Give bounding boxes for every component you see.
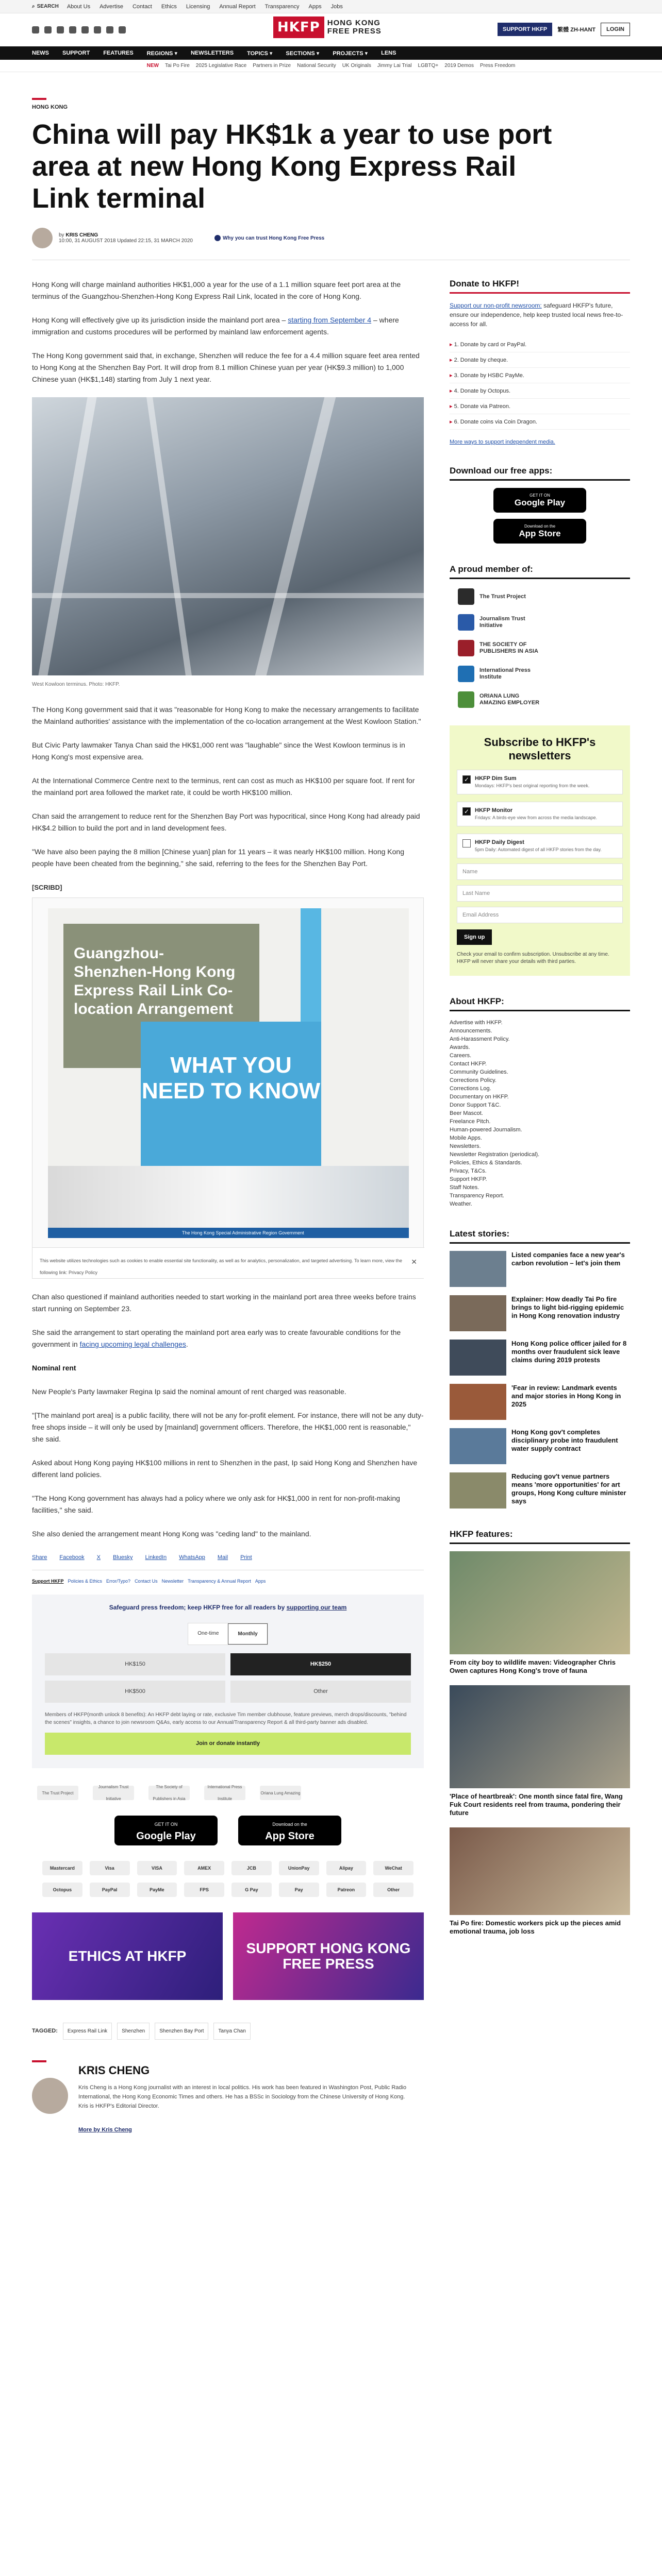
policy-link[interactable]: Apps [255,1579,266,1584]
about-link[interactable]: Announcements. [450,1028,492,1034]
payment-logo: WeChat [373,1861,413,1875]
member-item[interactable] [458,614,630,631]
login-button[interactable]: LOGIN [601,23,630,36]
about-link[interactable]: Awards. [450,1044,470,1050]
story-thumbnail [450,1472,506,1509]
app-store-row [32,1816,424,1845]
masthead [0,13,662,46]
nav-item[interactable]: TOPICS ▾ [247,50,273,57]
member-logo[interactable]: Oriana Lung Amazing [260,1786,301,1800]
story-thumbnail [450,1384,506,1420]
article-dates: 10:00, 31 AUGUST 2018 Updated 22:15, 31 MARCH 2020 [59,238,193,244]
store-name: Google Play [514,497,566,507]
photo-detail [32,593,424,598]
story-item[interactable] [450,1251,630,1287]
trending-bar [0,60,662,72]
store-name: App Store [265,1831,315,1842]
sidebar [450,279,630,1946]
trending-item[interactable]: Press Freedom [479,63,516,69]
about-link[interactable]: Careers. [450,1053,472,1059]
tab-one-time[interactable]: One-time [197,1631,219,1636]
logo-text-line: HONG KONG [327,19,380,27]
tag-link[interactable]: Shenzhen [117,2023,150,2040]
share-link[interactable]: WhatsApp [179,1554,205,1561]
newsletter-option-text [475,839,602,853]
newsletter-desc: Fridays: A birds-eye view from across the media landscape. [475,815,598,820]
about-link[interactable]: Anti-Harassment Policy. [450,1036,510,1042]
payment-logo: PayMe [137,1883,177,1897]
app-store-button[interactable] [238,1816,341,1845]
newsletter-name: HKFP Daily Digest [475,839,524,845]
join-button[interactable]: Join or donate instantly [45,1733,411,1755]
byline-text [59,232,193,244]
support-link[interactable]: Support HKFP [32,1579,64,1584]
sopa-icon [458,640,474,656]
more-by-author-link[interactable]: More by Kris Cheng [78,2127,132,2133]
trending-item[interactable]: 2025 Legislative Race [195,63,247,69]
paragraph: At the International Commerce Centre next to the terminus, rent can cost as much as HK$100 per square foot. If rent for the mainland port area followed the market rate, it could be worth HK$100 million. [32,776,415,796]
more-ways-link[interactable]: More ways to support independent media. [450,439,555,445]
feature-title[interactable]: 'Place of heartbreak': One month since fatal fire, Wang Fuk Court residents reel from trauma, pondering their future [450,1792,623,1817]
promo-banners [32,1912,424,2000]
tab-monthly[interactable]: Monthly [228,1623,267,1645]
checkbox-checked[interactable]: ✓ [462,807,471,816]
document-slide [48,908,409,1238]
policy-link[interactable]: Transparency & Annual Report [188,1579,251,1584]
sidebar-heading: Download our free apps: [450,466,630,481]
policy-link[interactable]: Newsletter [161,1579,184,1584]
author-avatar[interactable] [32,228,53,248]
slide-gov-bar: The Hong Kong Special Administrative Region Government [48,1228,409,1238]
tags-label: TAGGED: [32,2028,58,2034]
policy-link[interactable]: Error/Typo? [106,1579,131,1584]
about-link[interactable]: Newsletters. [450,1143,481,1149]
payment-logo: Alipay [326,1861,367,1875]
author-avatar[interactable] [32,2078,68,2114]
about-link[interactable]: Weather. [450,1201,472,1207]
member-name: International Press Institute [479,667,531,680]
trending-item[interactable]: LGBTQ+ [418,63,439,69]
payment-logo: Octopus [42,1883,82,1897]
trending-item[interactable]: Jimmy Lai Trial [377,63,412,69]
donate-intro [450,301,630,329]
sidebar-heading: Donate to HKFP! [450,279,630,294]
search-button[interactable] [32,4,59,9]
donate-headline-link[interactable]: supporting our team [286,1604,347,1611]
utility-links [67,4,343,10]
member-logo[interactable]: The Society of Publishers in Asia [148,1786,190,1800]
paragraph [32,314,424,338]
article-body [32,279,424,2138]
policy-link[interactable]: Policies & Ethics [68,1579,103,1584]
payment-logo: Pay [279,1883,319,1897]
member-name: THE SOCIETY OF PUBLISHERS IN ASIA [479,641,538,654]
membership-note: Members of HKFP(month unlock 8 benefits): An HKFP debt laying or rate, exclusive Tim member clubhouse, feature previews, merch drops/discounts, "behind the scenes" insights, a chance to join newsroom Q&As, early access to our Annual/Transparency Report & all third-party banner ads disabled. [45,1712,407,1725]
payment-methods [32,1861,424,1897]
nav-item[interactable]: FEATURES [103,50,134,56]
newsletter-desc: 5pm Daily: Automated digest of all HKFP stories from the day. [475,847,602,852]
donate-option[interactable]: ▸ 6. Donate coins via Coin Dragon. [450,414,630,430]
scribd-embed [32,882,424,1279]
feature-image[interactable] [450,1551,630,1654]
nav-item[interactable]: NEWS [32,50,49,56]
accent-line [32,98,46,100]
newsletter-desc: Mondays: HKFP's best original reporting from the week. [475,783,590,788]
photo-caption: West Kowloon terminus. Photo: HKFP. [32,682,120,687]
donate-widget [32,1595,424,1768]
policy-link[interactable]: Contact Us [135,1579,158,1584]
tag-link[interactable]: Shenzhen Bay Port [155,2023,208,2040]
tag-link[interactable]: Express Rail Link [63,2023,112,2040]
story-title: Explainer: How deadly Tai Po fire brings to light bid-rigging epidemic in Hong Kong renovation industry [511,1295,624,1319]
story-thumbnail [450,1428,506,1464]
payment-logo: Visa [90,1861,130,1875]
inline-link[interactable]: facing upcoming legal challenges [79,1340,186,1348]
member-logo[interactable]: International Press Institute [204,1786,245,1800]
share-link[interactable]: Facebook [59,1554,85,1561]
about-link[interactable]: Human-powered Journalism. [450,1127,522,1133]
share-bar [32,1552,424,1570]
trust-link[interactable] [214,235,324,241]
paragraph: The Hong Kong government said that, in exchange, Shenzhen will reduce the fee for a 4.4 million square feet area rented to Hong Kong at the Shenzhen Bay Port. It will drop from 8.1 million Chinese yuan per year (HK$9.3 million) to 1,000 Chinese yuan (HK$1,148) starting from July 1 next year. [32,351,420,383]
member-item[interactable] [458,640,630,656]
google-play-button[interactable] [114,1816,218,1845]
about-link[interactable]: Donor Support T&C. [450,1102,501,1108]
nav-item[interactable]: REGIONS ▾ [146,50,177,57]
newsletter-option-text [475,807,597,821]
about-link[interactable]: Corrections Log. [450,1086,491,1092]
ethics-banner[interactable]: ETHICS AT HKFP [32,1912,223,2000]
utility-link[interactable]: Apps [308,3,322,10]
trending-item[interactable]: National Security [297,63,336,69]
paragraph: Asked about Hong Kong paying HK$100 millions in rent to Shenzhen in the past, Ip said Hong Kong and Shenzhen have different land policies. [32,1459,418,1479]
payment-logo: Mastercard [42,1861,82,1875]
story-thumbnail [450,1251,506,1287]
nav-item[interactable]: LENS [381,50,396,56]
photo-detail [146,397,192,675]
member-item[interactable] [458,691,630,708]
store-caption: Download on the [272,1822,307,1827]
amount-option[interactable]: HK$500 [45,1681,225,1703]
trending-item[interactable]: Tai Po Fire [164,63,190,69]
store-name: Google Play [136,1831,196,1842]
newsletter-name: HKFP Monitor [475,807,513,814]
about-link[interactable]: Newsletter Registration (periodical). [450,1151,540,1158]
paragraph-text: Hong Kong will effectively give up its jurisdiction inside the mainland port area – [32,316,286,324]
new-badge: NEW [146,63,159,69]
support-hkfp-button[interactable]: SUPPORT HKFP [498,23,552,36]
share-link[interactable]: Share [32,1554,47,1561]
paragraph: Chan said the arrangement to reduce rent for the Shenzhen Bay Port was hypocritical, since Hong Kong had already paid HK$4.2 billion to build the port and in land development fees. [32,812,420,832]
paragraph: The Hong Kong government said that it was "reasonable for Hong Kong to make the necessary arrangements to facilitate the Mainland authorities' assistance with the implementation of the co-location arrangement at the West Kowloon Station." [32,705,421,725]
utility-link[interactable]: Licensing [186,3,210,10]
payment-logo: G Pay [231,1883,272,1897]
frequency-toggle [188,1623,268,1645]
donate-option[interactable]: ▸ 3. Donate by HSBC PayMe. [450,368,630,383]
feature-title[interactable]: Tai Po fire: Domestic workers pick up the pieces amid emotional trauma, job loss [450,1919,621,1935]
instagram-icon[interactable] [57,26,64,33]
paragraph: "We have also been paying the 8 million [Chinese yuan] plan for 11 years – it was nearly HK$100 million. Hong Kong people have been cheated from the beginning," she said, referring to the fees for the Shenzhen Bay Port. [32,848,404,868]
amount-option[interactable]: Other [230,1681,411,1703]
trending-item[interactable]: 2019 Demos [444,63,474,69]
info-icon [214,235,221,241]
share-link[interactable]: X [96,1554,101,1561]
checkbox[interactable] [462,839,471,848]
payment-logo: PayPal [90,1883,130,1897]
about-link[interactable]: Staff Notes. [450,1184,479,1191]
sidebar-heading: HKFP features: [450,1529,630,1544]
member-name: Journalism Trust Initiative [479,616,525,629]
jti-icon [458,614,474,631]
sidebar-heading: About HKFP: [450,996,630,1011]
utility-link[interactable]: Transparency [264,3,300,10]
donate-option[interactable]: ▸ 2. Donate by cheque. [450,352,630,368]
newsletter-option[interactable] [457,770,623,794]
store-caption: GET IT ON [529,493,550,498]
paragraph-text: – where immigration and customs procedures will be performed by mainland law enforcement agents. [32,316,399,336]
payment-logo: FPS [184,1883,224,1897]
donate-options [450,337,630,430]
sign-up-button[interactable]: Sign up [457,929,492,945]
story-title: 'Fear in review: Landmark events and major stories in Hong Kong in 2025 [511,1384,621,1408]
support-banner[interactable]: SUPPORT HONG KONG FREE PRESS [233,1912,424,2000]
article-photo[interactable] [32,397,424,675]
member-logos-row [32,1786,424,1800]
author-name[interactable]: KRIS CHENG [78,2064,150,2077]
latest-stories-section [450,1229,630,1509]
tag-link[interactable]: Tanya Chan [213,2023,250,2040]
utility-link[interactable]: About Us [67,3,91,10]
nav-item[interactable]: SECTIONS ▾ [286,50,320,57]
newsletter-option[interactable] [457,802,623,826]
paragraph: Hong Kong will charge mainland authorities HK$1,000 a year for the use of a 1.1 million square feet port area at the terminus of the Guangzhou-Shenzhen-Hong Kong Express Rail Link, located in the core of Hong Kong. [32,280,401,300]
member-section [450,564,630,708]
main-nav [0,46,662,60]
cookie-text: This website utilizes technologies such as cookies to enable essential site functionality, as well as for analytics, personalization, and targeted advertising. To learn more, view the following link: Privacy Policy [40,1258,403,1275]
accent-line [32,2060,46,2062]
about-link[interactable]: Contact HKFP. [450,1061,487,1067]
name-field[interactable]: Name [457,863,623,880]
policy-links [32,1575,424,1587]
about-link[interactable]: Privacy, T&Cs. [450,1168,487,1174]
utility-link[interactable]: Jobs [330,3,343,10]
article-category[interactable]: HONG KONG [32,104,68,110]
share-link[interactable]: Print [240,1554,252,1561]
about-link[interactable]: Community Guidelines. [450,1069,508,1075]
donate-headline-text: Safeguard press freedom; keep HKFP free for all readers by [109,1604,285,1611]
payment-logo: UnionPay [279,1861,319,1875]
last-name-field[interactable]: Last Name [457,885,623,902]
story-item[interactable] [450,1384,630,1420]
about-section [450,996,630,1208]
logo-text [327,19,382,36]
amount-option[interactable]: HK$150 [45,1653,225,1675]
author-bio-box [32,2060,424,2138]
close-icon[interactable]: ✕ [411,1258,417,1266]
sidebar-heading: A proud member of: [450,564,630,579]
donate-headline [32,1602,424,1614]
bluesky-icon[interactable] [94,26,101,33]
apps-section [450,466,630,544]
oriana-icon [458,691,474,708]
x-icon[interactable] [44,26,52,33]
facebook-icon[interactable] [32,26,39,33]
story-title: Hong Kong gov't completes disciplinary probe into fraudulent water supply contract [511,1428,618,1452]
social-links [32,26,126,33]
payment-logo: Other [373,1883,413,1897]
donate-option[interactable]: ▸ 4. Donate by Octopus. [450,383,630,399]
story-title: Hong Kong police officer jailed for 8 months over fraudulent sick leave claims during 2019 protests [511,1340,627,1364]
top-utility-bar [0,0,662,13]
feature-image[interactable] [450,1685,630,1788]
about-link[interactable]: Transparency Report. [450,1193,504,1199]
about-link[interactable]: Corrections Policy. [450,1077,496,1083]
youtube-icon[interactable] [69,26,76,33]
app-store-button[interactable] [493,519,586,544]
utility-link[interactable]: Annual Report [219,3,256,10]
newsletter-option-text [475,775,589,789]
search-icon: ⌕ [32,4,35,9]
member-item[interactable] [458,666,630,682]
utility-link[interactable]: Ethics [161,3,177,10]
donate-option[interactable]: ▸ 1. Donate by card or PayPal. [450,337,630,352]
cookie-notice [32,1247,424,1278]
utility-link[interactable]: Contact [132,3,152,10]
about-link[interactable]: Freelance Pitch. [450,1118,491,1125]
story-item[interactable] [450,1340,630,1376]
search-label: SEARCH [37,4,59,9]
trust-link-label: Why you can trust Hong Kong Free Press [222,235,325,241]
paragraph: "The Hong Kong government has always had a policy where we only ask for HK$1,000 in rent for non-profit-making facilities," she said. [32,1494,400,1514]
member-item[interactable] [458,588,630,605]
rss-icon[interactable] [119,26,126,33]
feature-title[interactable]: From city boy to wildlife maven: Videographer Chris Owen captures Hong Kong's trove of fauna [450,1658,616,1674]
about-link[interactable]: Support HKFP. [450,1176,487,1182]
ipi-icon [458,666,474,682]
newsletter-note: Check your email to confirm subscription. Unsubscribe at any time. HKFP will never share your details with third parties. [457,952,609,964]
paragraph-text: She said the arrangement to start operating the mainland port area early was to create favourable conditions for the government in [32,1328,401,1348]
story-title: Listed companies face a new year's carbon revolution – let's join them [511,1251,625,1267]
share-link[interactable]: LinkedIn [145,1554,167,1561]
google-play-button[interactable] [493,488,586,513]
slide-title: Guangzhou-Shenzhen-Hong Kong Express Rail Link Co-location Arrangement [74,945,236,1018]
about-link[interactable]: Policies, Ethics & Standards. [450,1160,522,1166]
member-name: The Trust Project [479,593,526,600]
nav-item[interactable]: NEWSLETTERS [190,50,234,56]
article-header [0,98,662,248]
paragraph: She said the arrangement to start operating the mainland port area early was to create favourable conditions for the government in facing upcoming legal challenges. [32,1328,401,1348]
paragraph: She also denied the arrangement meant Hong Kong was "ceding land" to the mainland. [32,1530,311,1538]
payment-logo: JCB [231,1861,272,1875]
story-thumbnail [450,1340,506,1376]
story-thumbnail [450,1295,506,1331]
feature-image[interactable] [450,1827,630,1915]
share-link[interactable]: Bluesky [113,1554,133,1561]
scribd-frame[interactable] [32,897,424,1279]
nav-item[interactable]: SUPPORT [62,50,90,56]
paragraph: New People's Party lawmaker Regina Ip said the nominal amount of rent charged was reasonable. [32,1387,346,1396]
trust-project-icon [458,588,474,605]
payment-logo: VISA [137,1861,177,1875]
paragraph: "[The mainland port area] is a public facility, there will not be any for-profit element. For instance, there will not be any duty-free shops inside – it will only be used by [mainland] government officers. Therefore, the HK$1,000 rent is reasonable," she said. [32,1411,424,1443]
about-link[interactable]: Documentary on HKFP. [450,1094,509,1100]
payment-logo: Patreon [326,1883,367,1897]
newsletter-name: HKFP Dim Sum [475,775,517,782]
nav-item[interactable]: PROJECTS ▾ [333,50,368,57]
story-item[interactable] [450,1428,630,1464]
story-item[interactable] [450,1472,630,1509]
payment-logo: AMEX [184,1861,224,1875]
section-subhead: Nominal rent [32,1364,76,1372]
photo-detail [38,397,96,675]
linkedin-icon[interactable] [106,26,113,33]
checkbox-checked[interactable]: ✓ [462,775,471,784]
site-logo[interactable] [273,16,382,38]
email-field[interactable]: Email Address [457,907,623,923]
slide-heading: WHAT YOU NEED TO KNOW [141,1022,321,1176]
scribd-label: [SCRIBD] [32,884,62,891]
byline [32,228,630,248]
newsletter-option[interactable] [457,834,623,858]
paragraph: But Civic Party lawmaker Tanya Chan said the HK$1,000 rent was "laughable" since the West Kowloon terminus is in Hong Kong's most expensive area. [32,741,405,761]
member-name: ORIANA LUNG AMAZING EMPLOYER [479,693,540,706]
newsletter-title: Subscribe to HKFP's newsletters [484,736,596,762]
amount-option-selected[interactable]: HK$250 [230,1653,411,1675]
threads-icon[interactable] [81,26,89,33]
paragraph: Chan also questioned if mainland authorities needed to start working in the mainland port area three weeks before trains start running on September 23. [32,1293,416,1313]
author-link[interactable]: KRIS CHENG [65,232,98,238]
trending-item[interactable]: Partners in Prize [253,63,291,69]
language-switch[interactable]: 繁體 ZH-HANT [557,27,596,33]
story-title: Reducing gov't venue partners means 'more opportunities' for art groups, Hong Kong culture minister says [511,1472,626,1505]
store-name: App Store [519,528,561,538]
tag-list [32,2023,424,2040]
photo-detail [255,397,336,675]
donate-intro-link[interactable]: Support our non-profit newsroom: [450,302,542,309]
share-link[interactable]: Mail [217,1554,228,1561]
about-links [450,1019,630,1208]
store-caption: Download on the [524,523,556,529]
byline-prefix: by [59,232,64,238]
donate-option[interactable]: ▸ 5. Donate via Patreon. [450,399,630,414]
store-caption: GET IT ON [154,1822,178,1827]
utility-link[interactable]: Advertise [100,3,123,10]
header-actions [498,23,630,36]
about-link[interactable]: Beer Mascot. [450,1110,483,1116]
article-title: China will pay HK$1k a year to use port area at new Hong Kong Express Rail Link terminal [32,119,552,214]
inline-link[interactable]: starting from September 4 [288,316,372,324]
logo-text-line: FREE PRESS [327,27,382,36]
amount-options [45,1653,411,1703]
trending-item[interactable]: UK Originals [342,63,371,69]
donate-intro-text: safeguard HKFP's future, ensure our independence, help keep trusted local news free-to-access for all. [450,302,623,328]
author-bio: Kris Cheng is a Hong Kong journalist with an interest in local politics. His work has been featured in Washington Post, Public Radio International, the Hong Kong Economic Times and others. He has a BSSc in Sociology from the Chinese University of Hong Kong. Kris is HKFP's Editorial Director. [78,2084,407,2109]
logo-mark: HKFP [273,16,324,38]
story-item[interactable] [450,1295,630,1331]
newsletter-signup [450,725,630,976]
about-link[interactable]: Advertise with HKFP. [450,1020,503,1026]
member-logo[interactable]: Journalism Trust Initiative [93,1786,134,1800]
member-logo[interactable]: The Trust Project [37,1786,78,1800]
sidebar-heading: Latest stories: [450,1229,630,1244]
about-link[interactable]: Mobile Apps. [450,1135,482,1141]
features-section [450,1529,630,1936]
slide-train-image [48,1166,409,1228]
